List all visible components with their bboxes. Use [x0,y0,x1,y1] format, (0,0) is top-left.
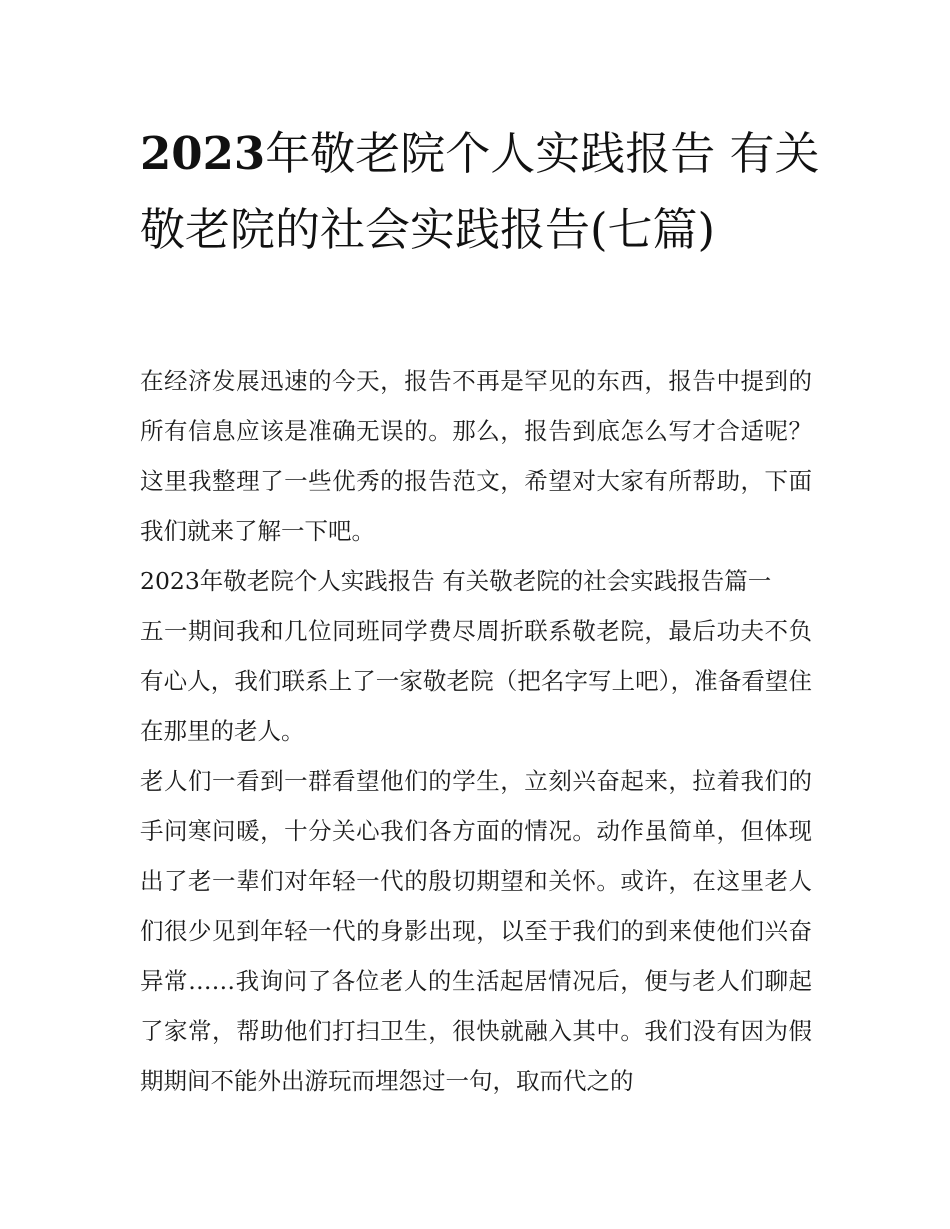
document-title [140,116,830,268]
section-heading-paragraph: 2023年敬老院个人实践报告 有关敬老院的社会实践报告篇一 [140,567,772,595]
body-paragraph-1: 五一期间我和几位同班同学费尽周折联系敬老院，最后功夫不负有心人，我们联系上了一家敬老院（把名字写上吧），准备看望住在那里的老人。 [140,617,812,745]
body-paragraph-2: 老人们一看到一群看望他们的学生，立刻兴奋起来，拉着我们的手问寒问暖，十分关心我们各方面的情况。动作虽简单，但体现出了老一辈们对年轻一代的殷切期望和关怀。或许，在这里老人们很少见到年轻一代的身影出现，以至于我们的到来使他们兴奋异常……我询问了各位老人的生活起居情况后，便与老人们聊起了家常，帮助他们打扫卫生，很快就融入其中。我们没有因为假期期间不能外出游玩而埋怨过一句，取而代之的 [140,767,812,1095]
intro-paragraph: 在经济发展迅速的今天，报告不再是罕见的东西，报告中提到的所有信息应该是准确无误的。那么，报告到底怎么写才合适呢？这里我整理了一些优秀的报告范文，希望对大家有所帮助，下面我们就来了解一下吧。 [140,367,812,545]
document-body [140,356,812,1106]
title-text: 年敬老院个人实践报告 有关敬老院的社会实践报告(七篇) [140,127,820,256]
title-year: 2023 [140,127,266,180]
